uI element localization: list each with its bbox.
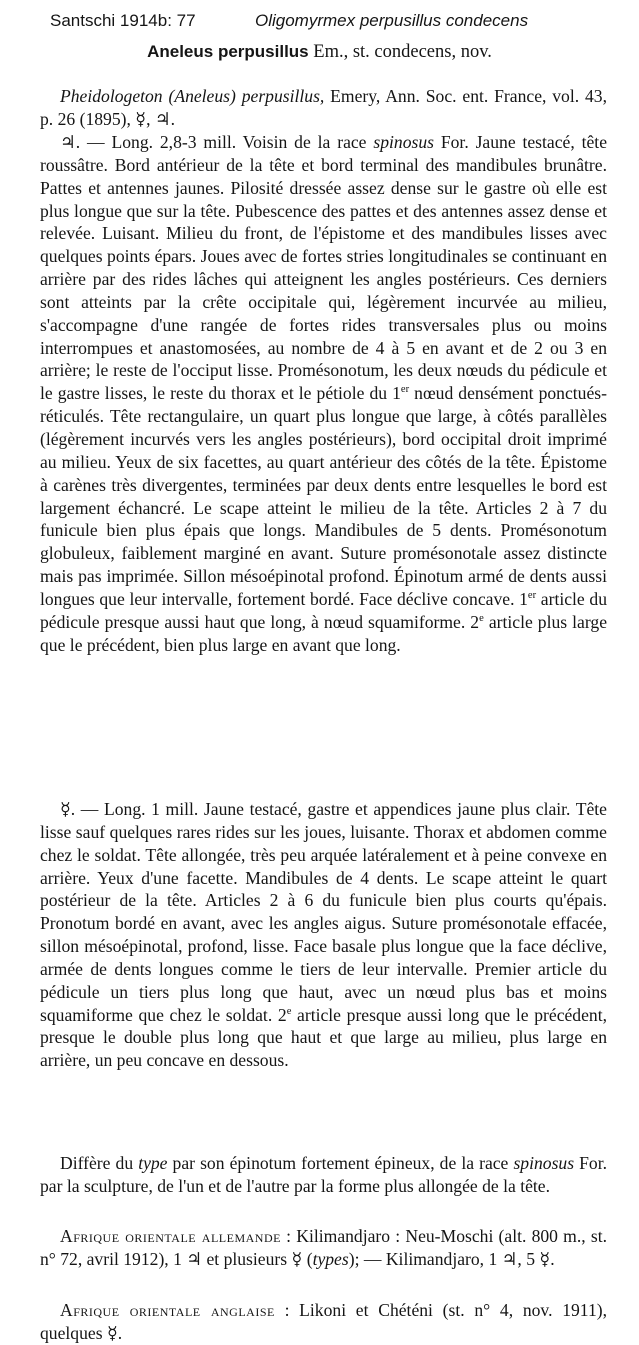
soldier-text-b: nœud densément ponctués-réticulés. Tête rectangulaire, un quart plus longue que large, à côtés parallèles (légèrement incurvés vers les angles postérieurs), bord occipital droit imprimé au milieu. Yeux de six facettes, au quart antérieur des côtés de la tête. Épistome à carènes très divergentes, terminées par deux dents entre lesquelles le bord est largement échancré. Le scape atteint le milieu de la tête. Articles 2 à 7 du funicule bien plus épais que longs. Mandibules de 5 dents. Promésonotum globuleux, faiblement marginé en avant. Suture promésonotale assez distincte mais pas imprimée. Sillon mésoépinotal profond. Épinotum armé de dents aussi longues que leur intervalle, fortement bordé. Face déclive concave. 1: [40, 383, 607, 609]
soldier-description: [40, 131, 607, 656]
worker-text-a: ☿. — Long. 1 mill. Jaune testacé, gastre et appendices jaune plus clair. Tête lisse sauf quelques rares rides sur les joues, luisante. Thorax et abdomen comme chez le soldat. Tête allongée, très peu arquée latéralement et à peine convexe en arrière. Yeux d'une facette. Mandibules de 4 dents. Le scape atteint le quart postérieur de la tête. Articles 2 à 6 du funicule bien plus courts qu'épais. Pronotum bordé en avant, avec les angles aigus. Suture promésonotale effacée, sillon mésoépinotal, profond, lisse. Face basale plus longue que la face déclive, armée de dents longues comme le tiers de leur intervalle. Premier article du pédicule un tiers plus long que haut, avec un nœud plus bas et moins squamiforme que chez le soldat. 2: [40, 799, 607, 1025]
page-header: [50, 8, 610, 34]
title-rest: Em., st. condecens, nov.: [308, 42, 492, 62]
superscript: er: [527, 590, 537, 602]
locality1-b: ); — Kilimandjaro, 1 ♃, 5 ☿.: [348, 1248, 555, 1269]
diagnosis-b: par son épinotum fortement épineux, de la race: [167, 1153, 514, 1173]
diagnosis-race: spinosus: [513, 1153, 575, 1173]
region-name: Afrique orientale anglaise: [60, 1300, 275, 1320]
worker-text-b: article presque aussi long que le précédent, presque le double plus long que haut et que large au milieu, plus large en arrière, un peu concave en dessous.: [40, 1004, 607, 1071]
superscript: er: [400, 384, 410, 396]
worker-description: [40, 798, 607, 1072]
soldier-text-c: article du pédicule presque aussi haut que long, à nœud squamiforme. 2: [40, 588, 607, 632]
soldier-race: spinosus: [373, 132, 434, 152]
diagnosis-a: Diffère du: [60, 1153, 139, 1173]
title-bold: Aneleus perpusillus: [147, 42, 309, 61]
taxon-name: Oligomyrmex perpusillus condecens: [255, 11, 529, 30]
diagnosis-paragraph: [40, 1152, 607, 1198]
diagnosis-c: For. par la sculpture, de l'un et de l'autre par la forme plus allongée de la tête.: [40, 1153, 607, 1196]
locality2-a: : Likoni et Chéténi (st. n° 4, nov. 1911), quelques ☿.: [40, 1300, 607, 1343]
region-name: Afrique orientale allemande: [60, 1226, 281, 1246]
soldier-lead: ♃. — Long. 2,8-3 mill. Voisin de la race: [60, 132, 374, 152]
locality-paragraph-2: [40, 1299, 607, 1345]
locality-paragraph-1: [40, 1225, 607, 1271]
locality1-a: : Kilimandjaro : Neu-Moschi (alt. 800 m., st. n° 72, avril 1912), 1 ♃ et plusieurs ☿ (: [40, 1226, 607, 1269]
superscript: e: [479, 612, 484, 624]
synonymy-paragraph: [40, 85, 607, 131]
diagnosis-type: type: [138, 1153, 168, 1173]
soldier-text-a: For. Jaune testacé, tête roussâtre. Bord antérieur de la tête et bord terminal des mandibules brunâtre. Pattes et antennes jaunes. Pilosité dressée assez dense sur le gastre où elle est plus longue que sur la tête. Pubescence des pattes et des antennes assez dense et relevée. Luisant. Milieu du front, de l'épistome et des mandibules lisses avec quelques points épars. Joues avec de fortes stries longitudinales se continuant en arrière par des rides lâches qui atteignent les angles postérieurs. Ces derniers sont atteints par la crête occipitale qui, légèrement incurvée au milieu, s'accompagne d'une rangée de fortes rides transversales plus ou moins interrompues et anastomosées, au nombre de 4 à 5 en avant et de 2 ou 3 en arrière; le reste de l'occiput lisse. Promésonotum, les deux nœuds du pédicule et le gastre lisses, le reste du thorax et le pétiole du 1: [40, 132, 607, 404]
synonymy-reference: Emery, Ann. Soc. ent. France, vol. 43, p. 26 (1895), ☿, ♃.: [40, 86, 607, 129]
superscript: e: [286, 1005, 292, 1017]
types-label: types: [312, 1248, 349, 1269]
synonymy-genus: Pheidologeton (Aneleus) perpusillus,: [60, 86, 325, 106]
citation: Santschi 1914b: 77: [50, 11, 196, 30]
species-title: [0, 38, 639, 66]
soldier-text-d: article plus large que le précédent, bien plus large en avant que long.: [40, 611, 607, 655]
